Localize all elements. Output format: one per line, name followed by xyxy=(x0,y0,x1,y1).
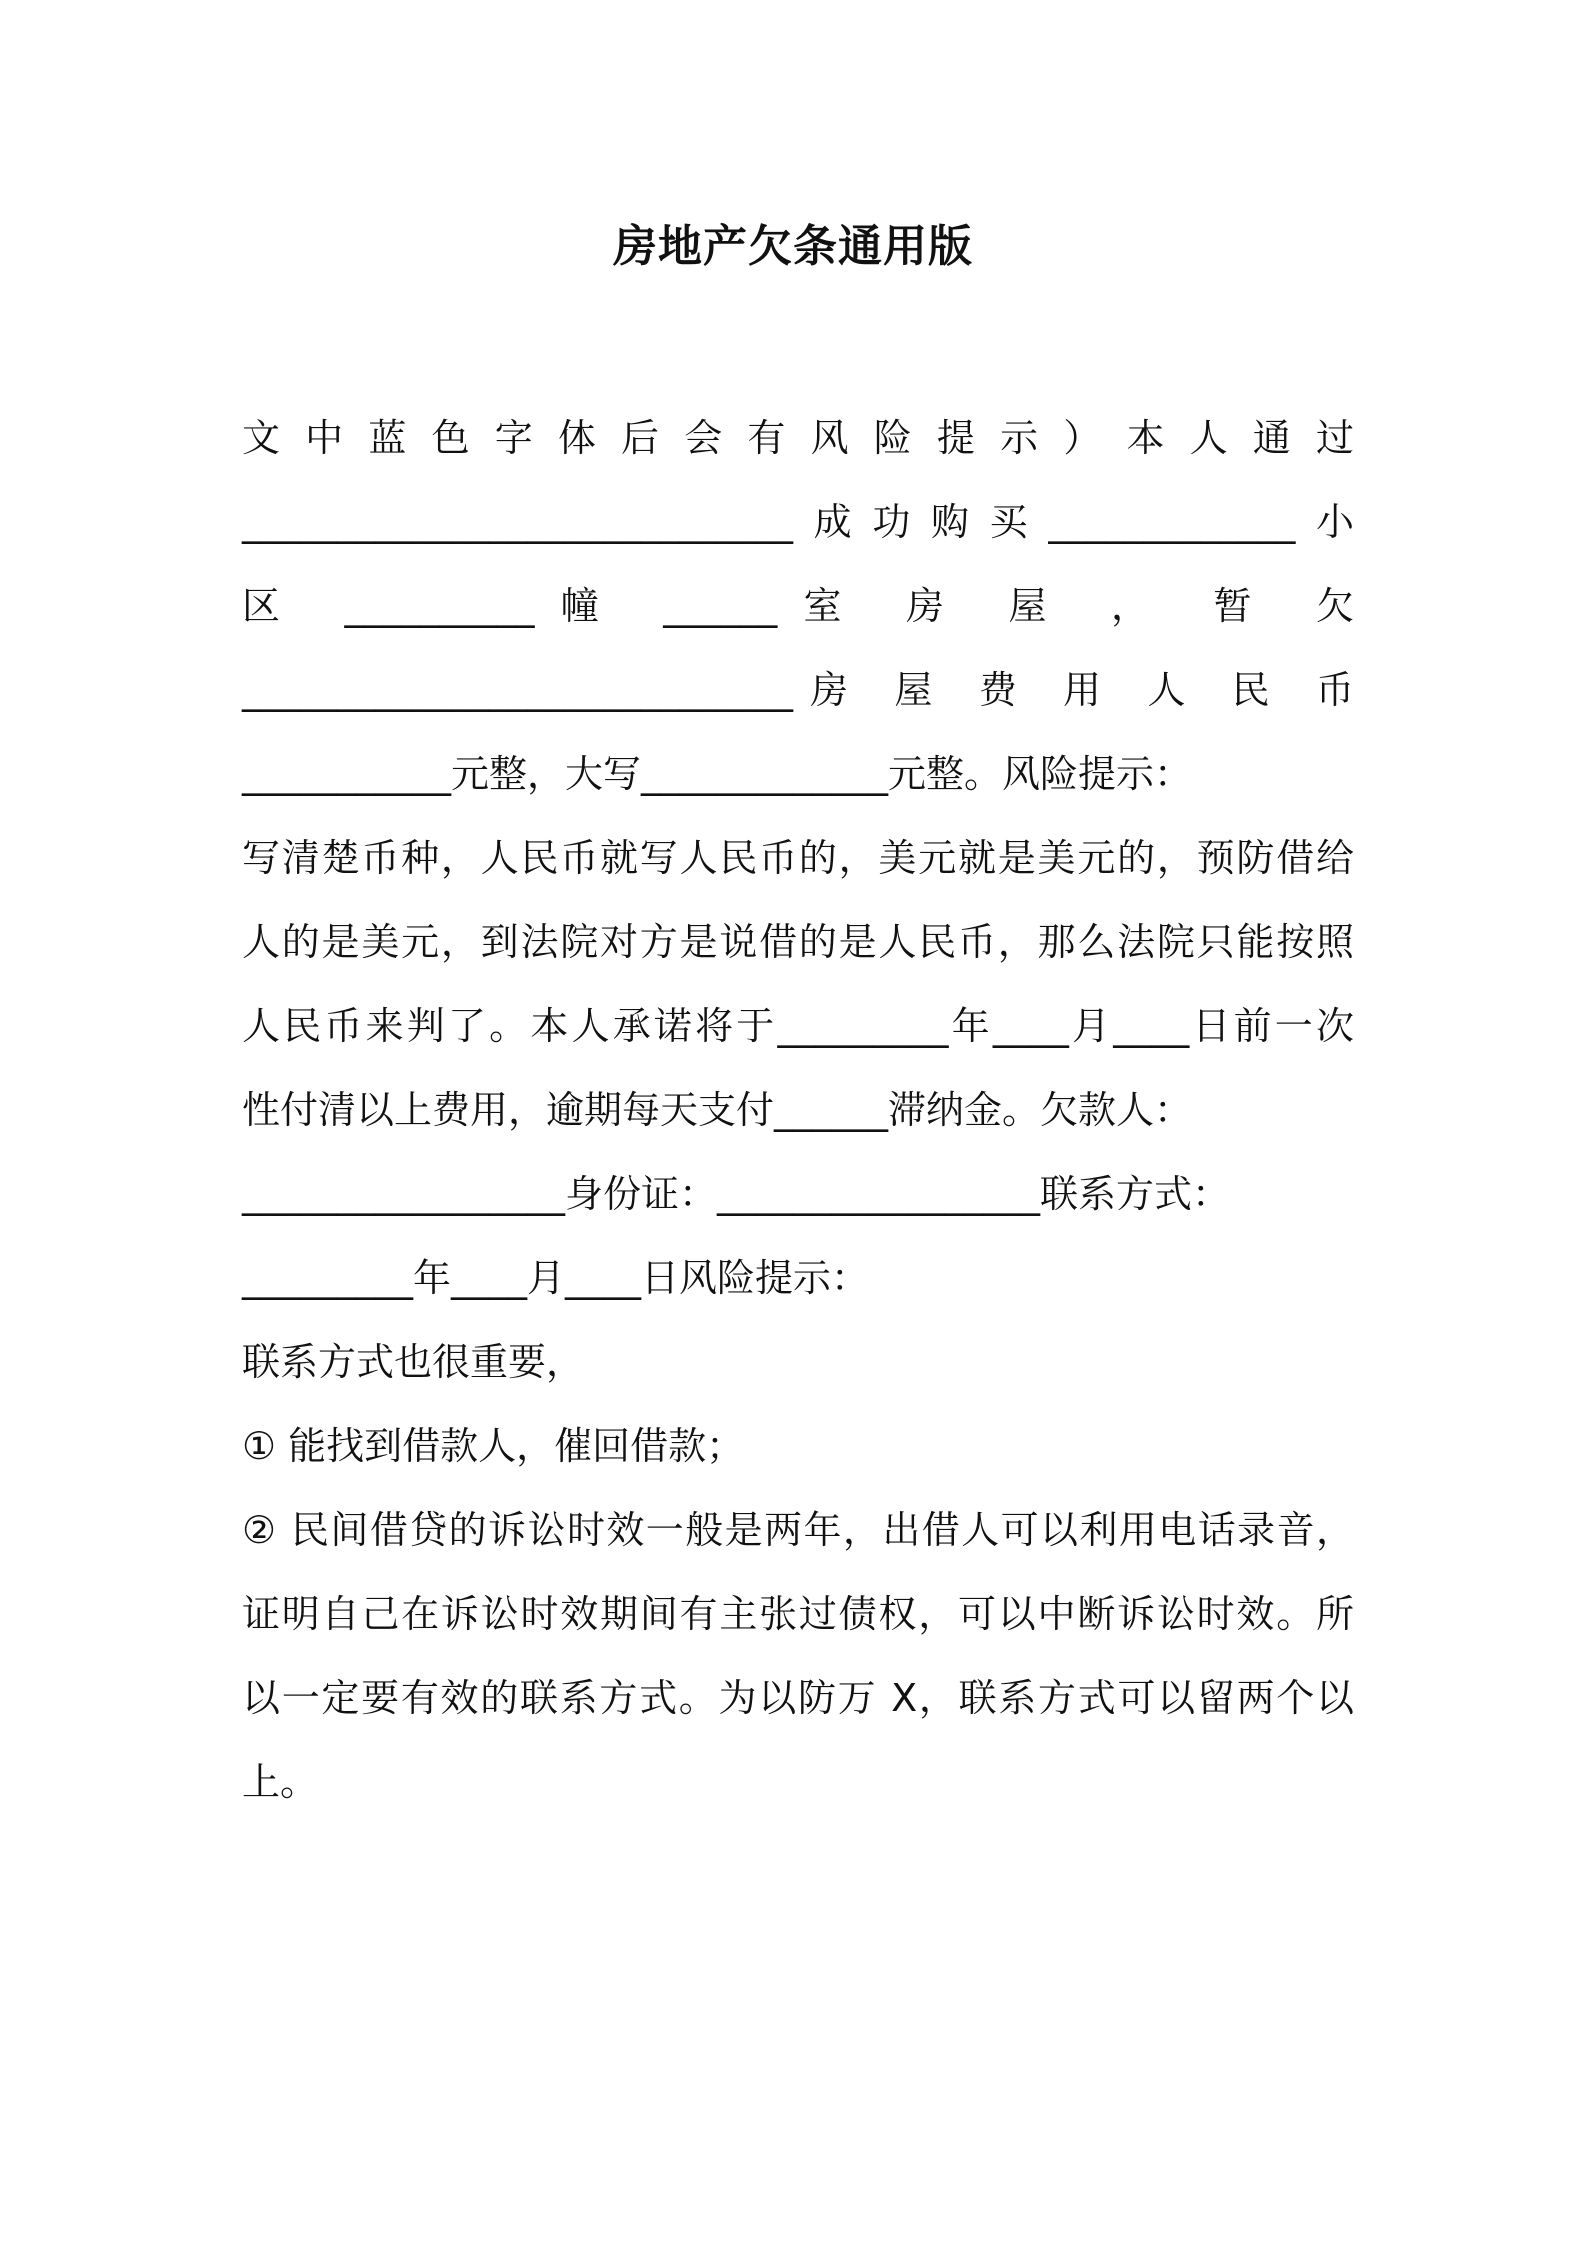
body-line-12: 联系方式也很重要， xyxy=(242,1340,585,1384)
body-line-11: _________年____月____日风险提示： xyxy=(242,1256,870,1300)
body-line-2: _____________________________成功购买_____________小 xyxy=(242,500,1354,544)
body-line-5: ___________元整，大写_____________元整。风险提示： xyxy=(242,752,1193,796)
list-item-1: ① 能找到借款人，催回借款； xyxy=(242,1424,745,1468)
body-line-9: 性付清以上费用，逾期每天支付______滞纳金。欠款人： xyxy=(242,1088,1193,1132)
list-item-2: ② 民间借贷的诉讼时效一般是两年，出借人可以利用电话录音， xyxy=(242,1508,1354,1552)
body-line-10: _________________身份证：_________________联系方式： xyxy=(242,1172,1231,1216)
body-line-8: 人民币来判了。本人承诺将于_________年____月____日前一次 xyxy=(242,1004,1354,1048)
body-line-7: 人的是美元，到法院对方是说借的是人民币，那么法院只能按照 xyxy=(242,920,1354,964)
body-line-16: 以一定要有效的联系方式。为以防万 X，联系方式可以留两个以 xyxy=(242,1676,1354,1720)
body-line-4: _____________________________房 屋 费 用 人 民 币 xyxy=(242,668,1354,712)
body-line-3: 区 __________幢 ______室 房 屋 ， 暂 欠 xyxy=(242,584,1354,628)
body-line-17: 上。 xyxy=(242,1760,319,1804)
document-title: 房地产欠条通用版 xyxy=(613,221,973,272)
body-line-15: 证明自己在诉讼时效期间有主张过债权，可以中断诉讼时效。所 xyxy=(242,1592,1354,1636)
body-line-6: 写清楚币种，人民币就写人民币的，美元就是美元的，预防借给 xyxy=(242,836,1354,880)
body-line-1: 文 中 蓝 色 字 体 后 会 有 风 险 提 示 ） 本 人 通 过 xyxy=(242,416,1354,460)
